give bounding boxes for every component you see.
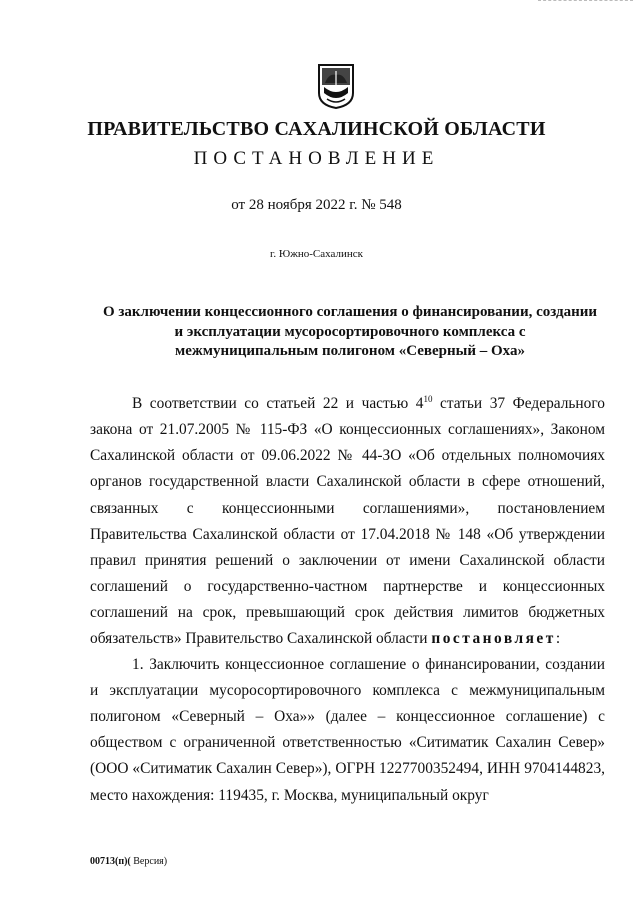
superscript: 10 [423, 394, 433, 404]
document-date-number: от 28 ноября 2022 г. № 548 [231, 197, 402, 213]
preamble-text: статьи 37 Федерального закона от 21.07.2005 № 115-ФЗ «О концессионных соглашениях», Законом Сахалинской области от 09.06.2022 № 44-ЗО «Об отдельных полномочиях органов государственной власти Сахалинской области в сфере отношений, связанных с концессионными соглашениями», постановлением Правительства Сахалинской области от 17.04.2018 № 148 «Об утверждении правил принятия решений о заключении от имени Сахалинской области соглашений о государственно-частном партнерстве и концессионных соглашений на срок, превышающий срок действия лимитов бюджетных обязательств» Правительство Сахалинской области [90, 395, 605, 647]
subject-line: О заключении концессионного соглашения о финансировании, создании [102, 304, 598, 320]
preamble-paragraph [90, 386, 605, 652]
government-name: ПРАВИТЕЛЬСТВО САХАЛИНСКОЙ ОБЛАСТИ [87, 118, 546, 140]
document-footer-code [90, 856, 167, 867]
subject-line: межмуниципальным полигоном «Северный – Оха» [175, 343, 525, 359]
preamble-text: В соответствии со статьей 22 и частью 4 [132, 395, 424, 413]
document-subject [92, 303, 608, 362]
colon: : [555, 629, 561, 647]
resolves-keyword: постановляет [431, 629, 556, 647]
subject-line: и эксплуатации мусоросортировочного комплекса с [174, 323, 526, 340]
footer-code: 00713(п)( [90, 856, 131, 867]
footer-version: Версия) [130, 856, 168, 867]
document-body [90, 386, 605, 809]
scan-edge-mark [538, 0, 633, 4]
clause-paragraph: 1. Заключить концессионное соглашение о финансировании, создании и эксплуатации мусоросортировочного комплекса с межмуниципальным полигоном «Северный – Оха»» (далее – концессионное соглашение) с обществом с ограниченной ответственностью «Ситиматик Сахалин Север» (ООО «Ситиматик Сахалин Север»), ОГРН 1227700352494, ИНН 9704144823, место нахождения: 119435, г. Москва, муниципальный округ [90, 656, 605, 804]
document-city: г. Южно-Сахалинск [270, 248, 363, 260]
document-type: ПОСТАНОВЛЕНИЕ [193, 148, 440, 169]
sakhalin-coat-of-arms-icon [317, 63, 355, 109]
